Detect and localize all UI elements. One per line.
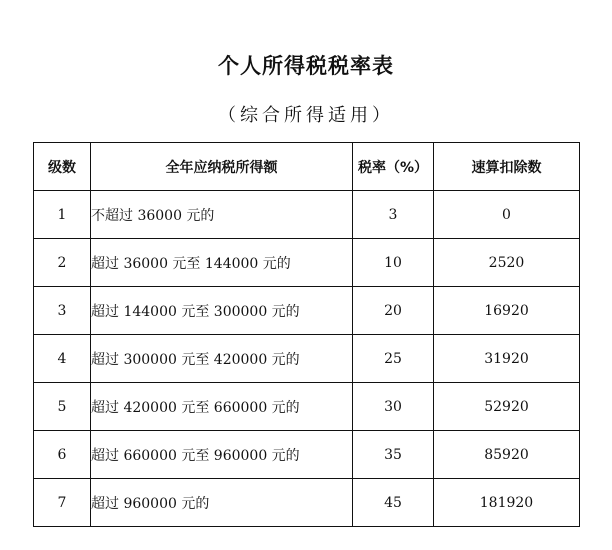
level-cell: 2 xyxy=(34,239,91,287)
table-row xyxy=(34,383,580,431)
header-level: 级数 xyxy=(34,143,91,191)
table-row xyxy=(34,239,580,287)
table-row xyxy=(34,287,580,335)
table-header-row xyxy=(34,143,580,191)
tax-rate-cell: 25 xyxy=(353,335,434,383)
page-title: 个人所得税税率表 xyxy=(218,53,394,78)
page-subtitle: （综合所得适用） xyxy=(218,105,394,126)
tax-rate-cell: 10 xyxy=(353,239,434,287)
level-cell: 1 xyxy=(34,191,91,239)
header-tax-rate: 税率（%） xyxy=(353,143,434,191)
level-cell: 4 xyxy=(34,335,91,383)
tax-rate-cell: 35 xyxy=(353,431,434,479)
header-taxable-income: 全年应纳税所得额 xyxy=(91,143,353,191)
table-row xyxy=(34,191,580,239)
tax-rate-cell: 20 xyxy=(353,287,434,335)
level-cell: 7 xyxy=(34,479,91,527)
income-range-cell: 不超过 36000 元的 xyxy=(91,191,353,239)
quick-deduction-cell: 31920 xyxy=(434,335,580,383)
income-range-cell: 超过 660000 元至 960000 元的 xyxy=(91,431,353,479)
header-quick-deduction: 速算扣除数 xyxy=(434,143,580,191)
quick-deduction-cell: 0 xyxy=(434,191,580,239)
tax-rate-table xyxy=(33,142,580,527)
table-row xyxy=(34,431,580,479)
quick-deduction-cell: 52920 xyxy=(434,383,580,431)
quick-deduction-cell: 181920 xyxy=(434,479,580,527)
table-row xyxy=(34,479,580,527)
tax-rate-cell: 45 xyxy=(353,479,434,527)
level-cell: 6 xyxy=(34,431,91,479)
income-range-cell: 超过 36000 元至 144000 元的 xyxy=(91,239,353,287)
income-range-cell: 超过 144000 元至 300000 元的 xyxy=(91,287,353,335)
income-range-cell: 超过 420000 元至 660000 元的 xyxy=(91,383,353,431)
table-row xyxy=(34,335,580,383)
tax-rate-cell: 3 xyxy=(353,191,434,239)
quick-deduction-cell: 16920 xyxy=(434,287,580,335)
level-cell: 5 xyxy=(34,383,91,431)
quick-deduction-cell: 85920 xyxy=(434,431,580,479)
income-range-cell: 超过 960000 元的 xyxy=(91,479,353,527)
quick-deduction-cell: 2520 xyxy=(434,239,580,287)
level-cell: 3 xyxy=(34,287,91,335)
tax-rate-cell: 30 xyxy=(353,383,434,431)
income-range-cell: 超过 300000 元至 420000 元的 xyxy=(91,335,353,383)
